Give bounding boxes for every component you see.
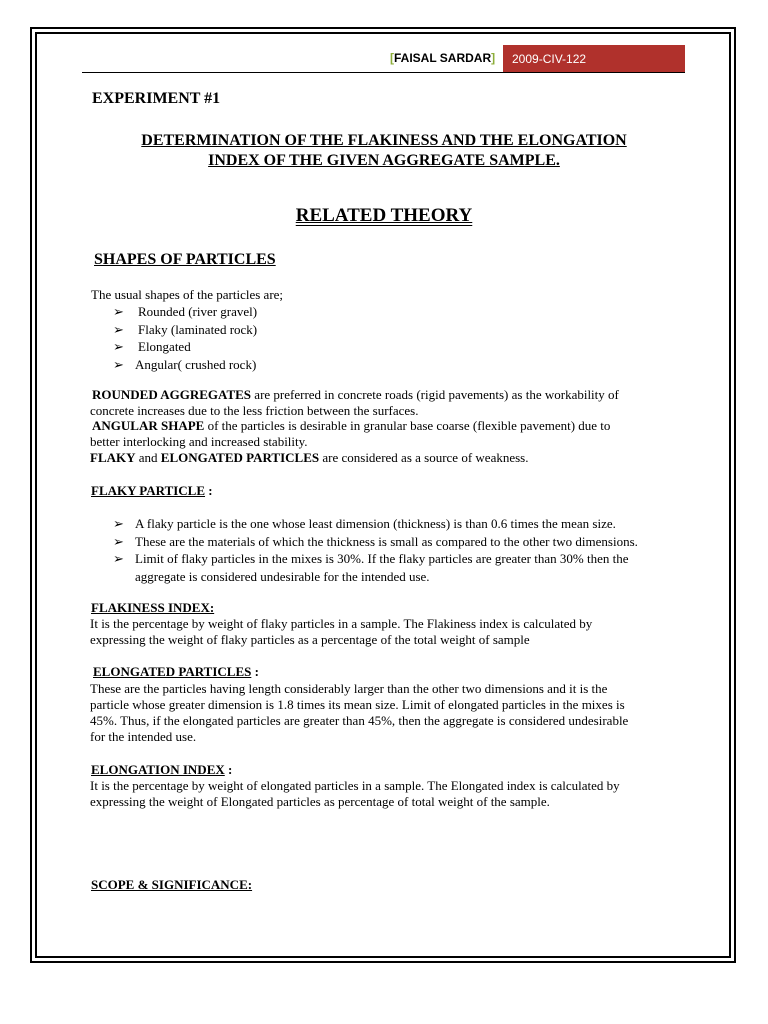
roll-number-badge: 2009-CIV-122 bbox=[503, 45, 685, 73]
list-item: ➢ A flaky particle is the one whose least dimension (thickness) is than 0.6 times the mean size. bbox=[113, 516, 616, 531]
weakness-paragraph: FLAKY and ELONGATED PARTICLES are considered as a source of weakness. bbox=[90, 450, 529, 465]
list-item: ➢ These are the materials of which the thickness is small as compared to the other two dimensions. bbox=[113, 533, 638, 549]
shapes-list bbox=[113, 303, 257, 373]
list-item: ➢ Angular( crushed rock) bbox=[113, 356, 257, 372]
list-item: ➢ Elongated bbox=[113, 339, 191, 354]
elongated-particles-text: These are the particles having length considerably larger than the other two dimensions and it is the particle whose greater dimension is 1.8 times its mean size. Limit of elongated particles in the mixes is 45%. Thus, if the elongated particles are greater than 45%, then the aggregate is considered undesirable for the intended use. bbox=[90, 681, 629, 744]
flakiness-index-heading: FLAKINESS INDEX: bbox=[91, 600, 215, 615]
author-name: [FAISAL SARDAR] bbox=[390, 51, 496, 65]
shapes-intro: The usual shapes of the particles are; bbox=[91, 287, 284, 302]
angular-paragraph: ANGULAR SHAPE of the particles is desirable in granular base coarse (flexible pavement) due to better interlocking and increased stability. bbox=[90, 418, 611, 449]
elongated-particles-heading: ELONGATED PARTICLES : bbox=[93, 664, 259, 679]
elongation-index-text: It is the percentage by weight of elongated particles in a sample. The Elongated index is calculated by expressing the weight of Elongated particles as percentage of total weight of the sample. bbox=[90, 778, 620, 809]
rounded-paragraph: ROUNDED AGGREGATES are preferred in concrete roads (rigid pavements) as the workability of concrete increases due to the less friction between the surfaces. bbox=[90, 387, 619, 418]
scope-heading: SCOPE & SIGNIFICANCE: bbox=[91, 877, 253, 892]
list-item: ➢ Rounded (river gravel) bbox=[113, 304, 258, 319]
list-item: ➢ Limit of flaky particles in the mixes is 30%. If the flaky particles are greater than 30% then the aggregate is considered undesirable for the intended use. bbox=[113, 551, 629, 584]
experiment-number: EXPERIMENT #1 bbox=[92, 90, 221, 107]
experiment-title: DETERMINATION OF THE FLAKINESS AND THE ELONGATION INDEX OF THE GIVEN AGGREGATE SAMPLE. bbox=[141, 132, 627, 169]
flakiness-index-text: It is the percentage by weight of flaky particles in a sample. The Flakiness index is calculated by expressing the weight of flaky particles as a percentage of the total weight of sample bbox=[90, 616, 593, 647]
flaky-particle-list bbox=[113, 515, 693, 585]
shapes-heading: SHAPES OF PARTICLES bbox=[94, 251, 276, 268]
header-rule bbox=[82, 72, 685, 73]
related-theory-heading: RELATED THEORY bbox=[295, 205, 473, 226]
flaky-particle-heading: FLAKY PARTICLE : bbox=[91, 483, 213, 498]
elongation-index-heading: ELONGATION INDEX : bbox=[91, 762, 233, 777]
list-item: ➢ Flaky (laminated rock) bbox=[113, 321, 258, 337]
